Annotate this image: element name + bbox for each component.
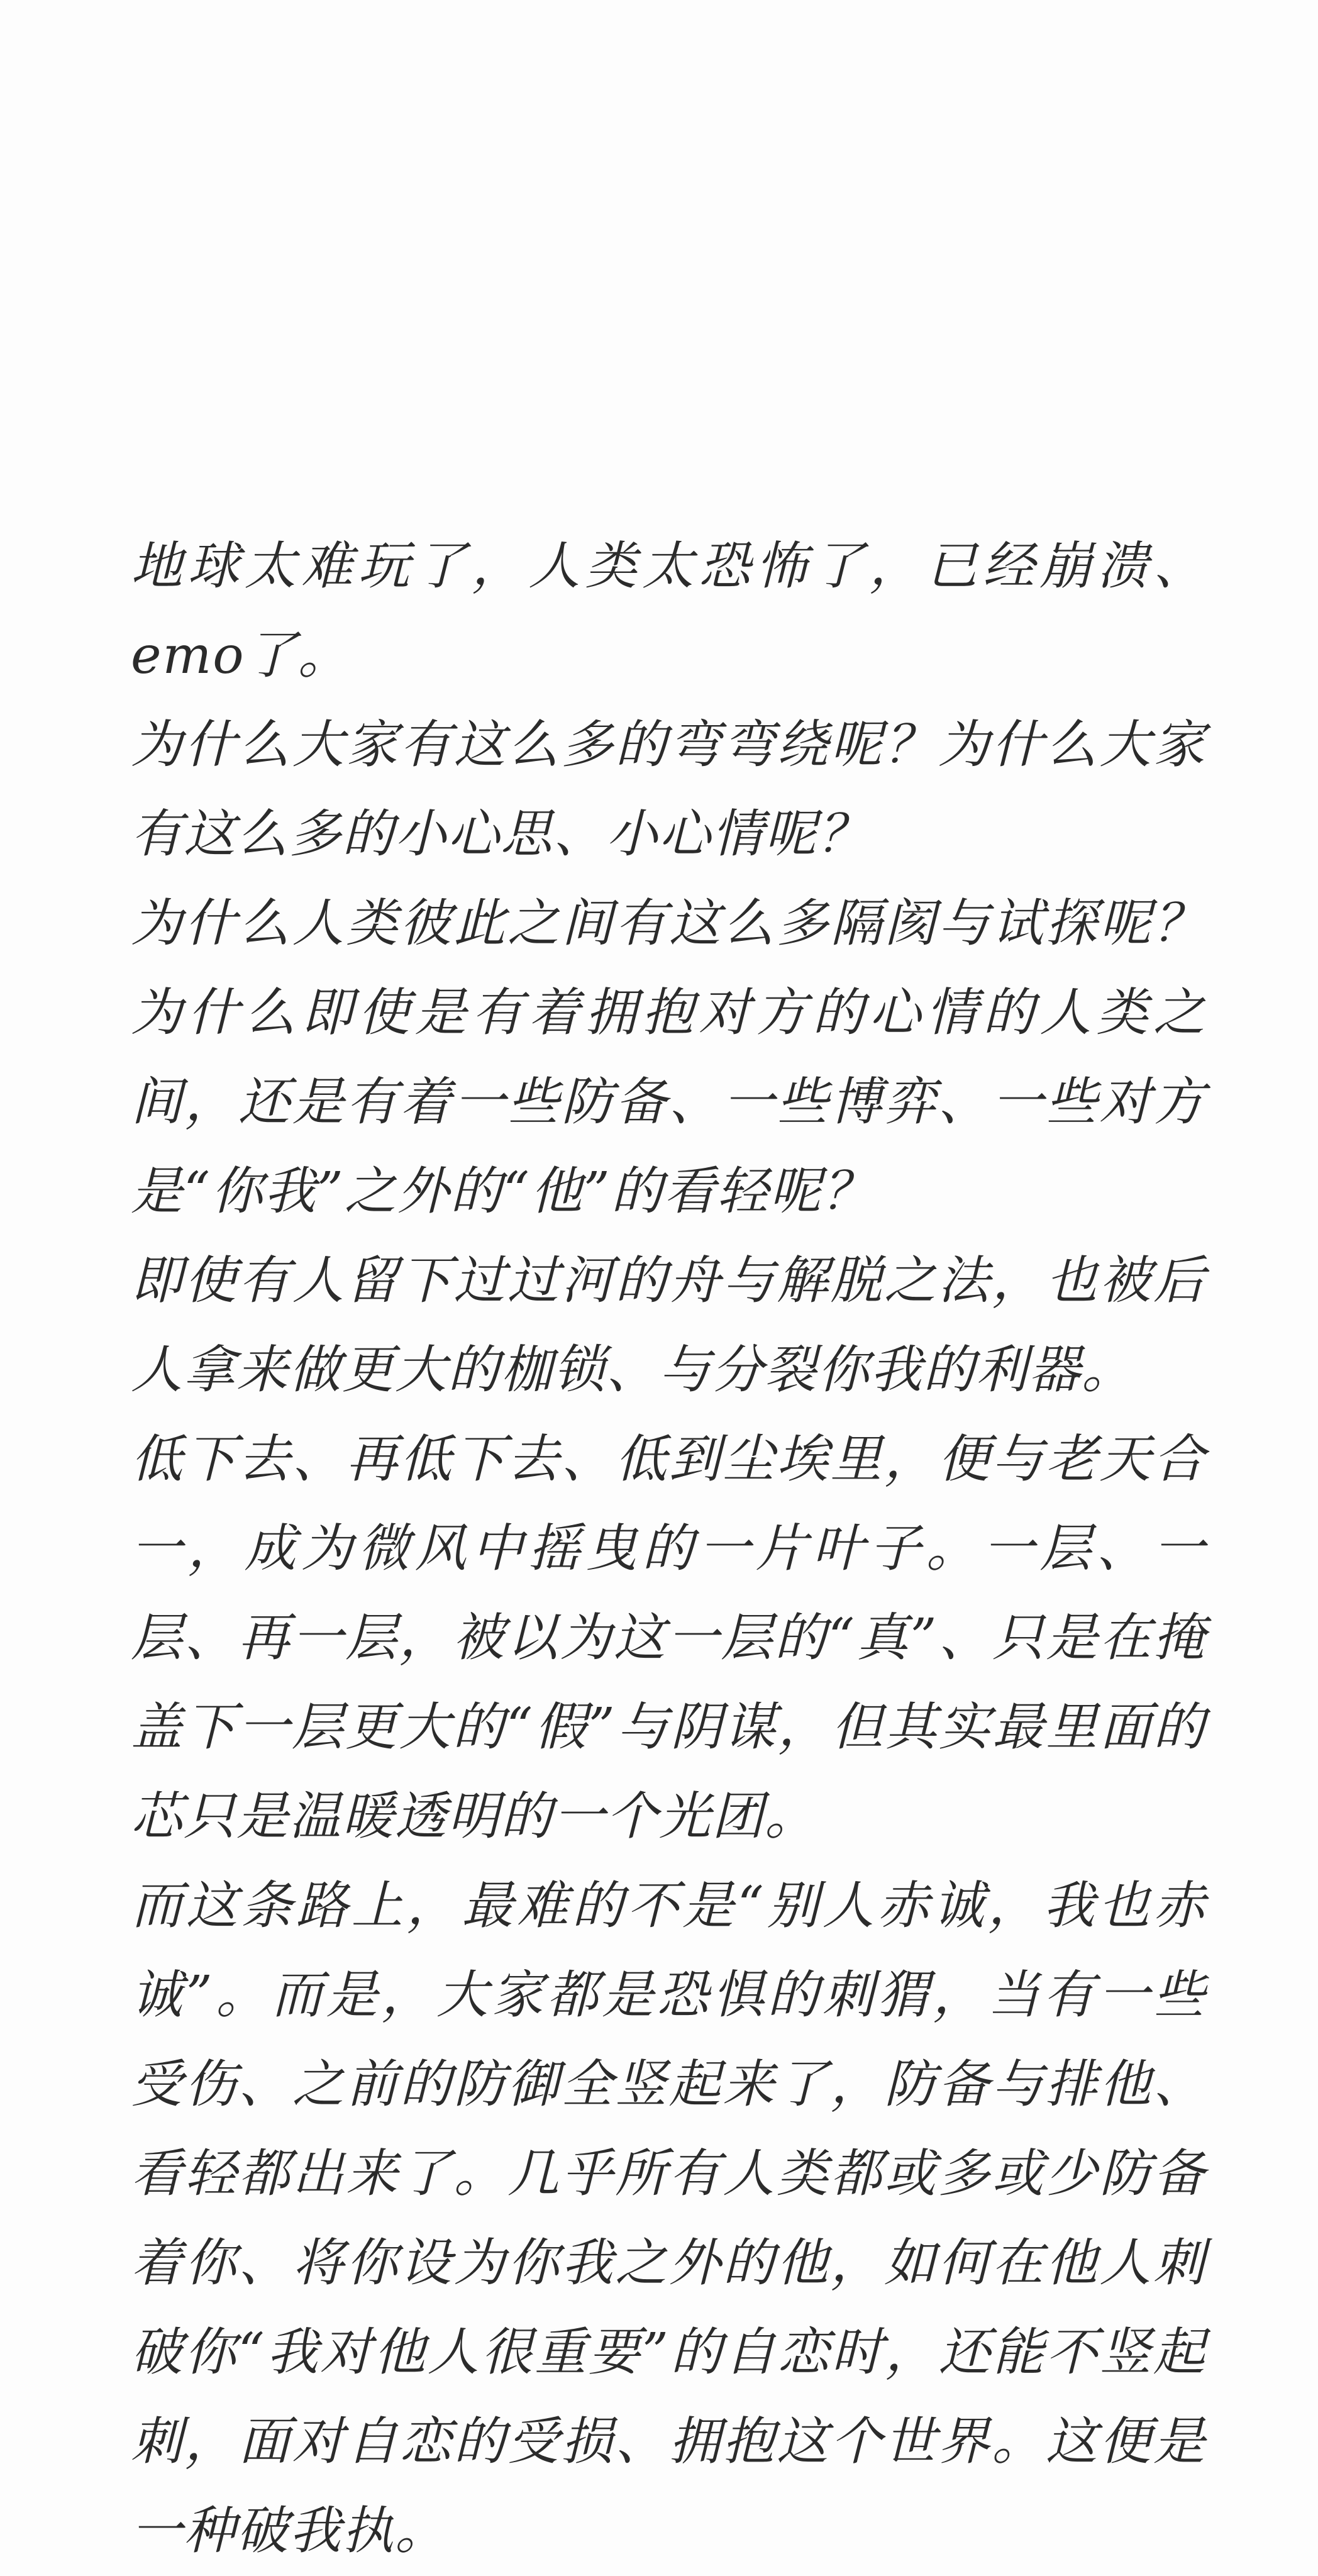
paragraph-1: 地球太难玩了，人类太恐怖了，已经崩溃、emo了。 [131, 536, 1206, 686]
paragraph-2: 为什么大家有这么多的弯弯绕呢？为什么大家有这么多的小心思、小心情呢？ [131, 715, 1206, 864]
paragraph-3: 为什么人类彼此之间有这么多隔阂与试探呢？为什么即使是有着拥抱对方的心情的人类之间，还是有着一些防备、一些博弈、一些对方是“你我”之外的“他”的看轻呢？ [131, 894, 1206, 1221]
paragraph-6: 而这条路上，最难的不是“别人赤诚，我也赤诚”。而是，大家都是恐惧的刺猬，当有一些受伤、之前的防御全竖起来了，防备与排他、看轻都出来了。几乎所有人类都或多或少防备着你、将你设为你我之外的他，如何在他人刺破你“我对他人很重要”的自恋时，还能不竖起刺，面对自恋的受损、拥抱这个世界。这便是一种破我执。 [131, 1876, 1206, 2561]
paragraph-4: 即使有人留下过过河的舟与解脱之法，也被后人拿来做更大的枷锁、与分裂你我的利器。 [131, 1251, 1206, 1400]
handwritten-text-block [131, 522, 1206, 2576]
paragraph-5: 低下去、再低下去、低到尘埃里，便与老天合一，成为微风中摇曳的一片叶子。一层、一层、再一层，被以为这一层的“真”、只是在掩盖下一层更大的“假”与阴谋，但其实最里面的芯只是温暖透明的一个光团。 [131, 1430, 1206, 1846]
